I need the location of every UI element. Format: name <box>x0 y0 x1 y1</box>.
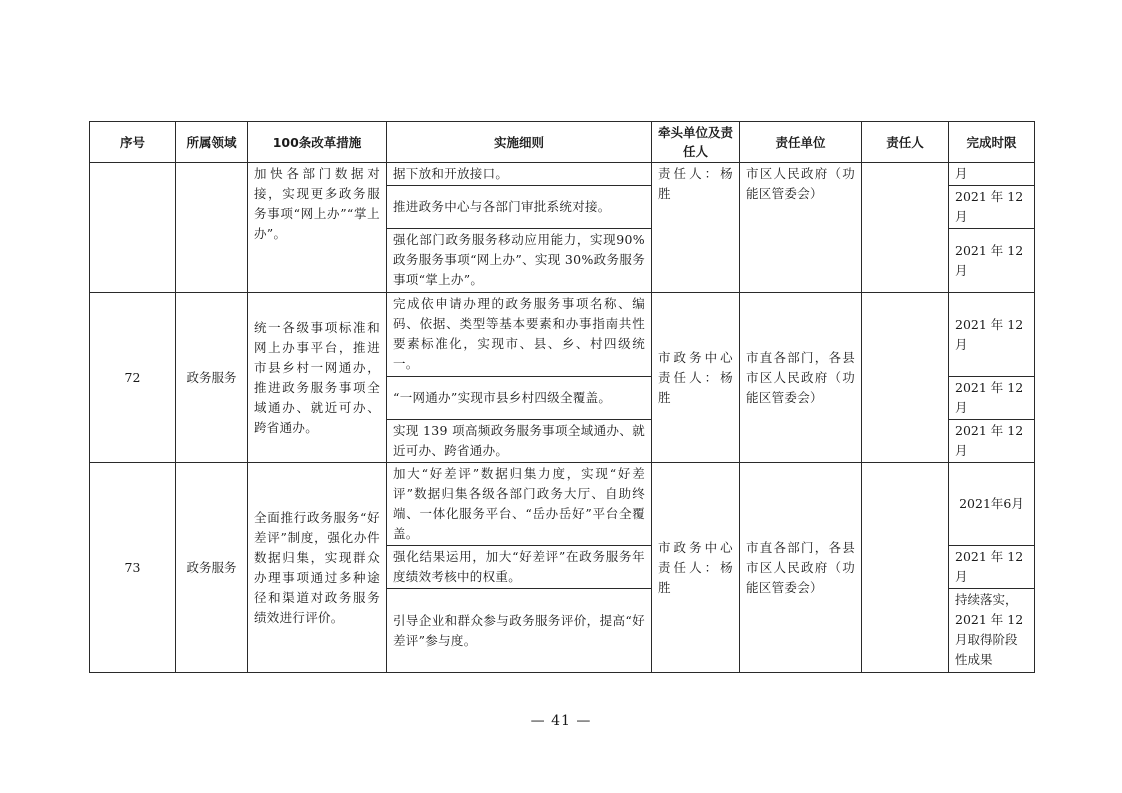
reform-measures-table <box>89 121 1035 673</box>
header-deadline: 完成时限 <box>949 122 1035 163</box>
table-header-row <box>90 122 1035 163</box>
table-row <box>90 163 1035 186</box>
page-number: — 41 — <box>530 713 592 729</box>
measure-cell: 加快各部门数据对接，实现更多政务服务事项“网上办”“掌上办”。 <box>248 163 387 293</box>
header-lead: 牵头单位及责任人 <box>652 122 740 163</box>
deadline-cell: 持续落实，2021 年 12 月取得阶段性成果 <box>949 589 1035 673</box>
header-seq: 序号 <box>90 122 176 163</box>
deadline-cell: 2021 年 12 月 <box>949 377 1035 420</box>
detail-cell: 实现 139 项高频政务服务事项全域通办、就近可办、跨省通办。 <box>387 420 652 463</box>
lead-cell: 责任人：杨胜 <box>652 163 740 293</box>
detail-cell: 强化部门政务服务移动应用能力，实现90%政务服务事项“网上办”、实现 30%政务服务事项“掌上办”。 <box>387 229 652 293</box>
deadline-cell: 2021 年 12 月 <box>949 293 1035 377</box>
deadline-cell: 2021 年 12 月 <box>949 229 1035 293</box>
detail-cell: 加大“好差评”数据归集力度，实现“好差评”数据归集各级各部门政务大厅、自助终端、一体化服务平台、“岳办岳好”平台全覆盖。 <box>387 463 652 546</box>
detail-cell: 推进政务中心与各部门审批系统对接。 <box>387 186 652 229</box>
seq-cell: 72 <box>90 293 176 463</box>
field-cell: 政务服务 <box>176 463 248 673</box>
measure-cell: 统一各级事项标准和网上办事平台，推进市县乡村一网通办，推进政务服务事项全域通办、就近可办、跨省通办。 <box>248 293 387 463</box>
deadline-cell: 月 <box>949 163 1035 186</box>
lead-cell: 市政务中心责任人：杨胜 <box>652 293 740 463</box>
deadline-cell: 2021 年 12 月 <box>949 420 1035 463</box>
deadline-cell: 2021 年 12 月 <box>949 546 1035 589</box>
header-measure: 100条改革措施 <box>248 122 387 163</box>
header-field: 所属领域 <box>176 122 248 163</box>
lead-cell: 市政务中心责任人：杨胜 <box>652 463 740 673</box>
person-cell <box>862 463 949 673</box>
measure-cell: 全面推行政务服务“好差评”制度，强化办件数据归集，实现群众办理事项通过多种途径和渠道对政务服务绩效进行评价。 <box>248 463 387 673</box>
seq-cell <box>90 163 176 293</box>
detail-cell: 完成依申请办理的政务服务事项名称、编码、依据、类型等基本要素和办事指南共性要素标准化，实现市、县、乡、村四级统一。 <box>387 293 652 377</box>
unit-cell: 市区人民政府（功能区管委会） <box>740 163 862 293</box>
detail-cell: “一网通办”实现市县乡村四级全覆盖。 <box>387 377 652 420</box>
deadline-cell: 2021 年 12 月 <box>949 186 1035 229</box>
field-cell: 政务服务 <box>176 293 248 463</box>
header-person: 责任人 <box>862 122 949 163</box>
person-cell <box>862 293 949 463</box>
detail-cell: 据下放和开放接口。 <box>387 163 652 186</box>
field-cell <box>176 163 248 293</box>
deadline-cell: 2021年6月 <box>949 463 1035 546</box>
header-detail: 实施细则 <box>387 122 652 163</box>
unit-cell: 市直各部门，各县市区人民政府（功能区管委会） <box>740 293 862 463</box>
seq-cell: 73 <box>90 463 176 673</box>
table-row <box>90 293 1035 377</box>
detail-cell: 引导企业和群众参与政务服务评价，提高“好差评”参与度。 <box>387 589 652 673</box>
table-row <box>90 463 1035 546</box>
header-unit: 责任单位 <box>740 122 862 163</box>
unit-cell: 市直各部门，各县市区人民政府（功能区管委会） <box>740 463 862 673</box>
detail-cell: 强化结果运用，加大“好差评”在政务服务年度绩效考核中的权重。 <box>387 546 652 589</box>
person-cell <box>862 163 949 293</box>
